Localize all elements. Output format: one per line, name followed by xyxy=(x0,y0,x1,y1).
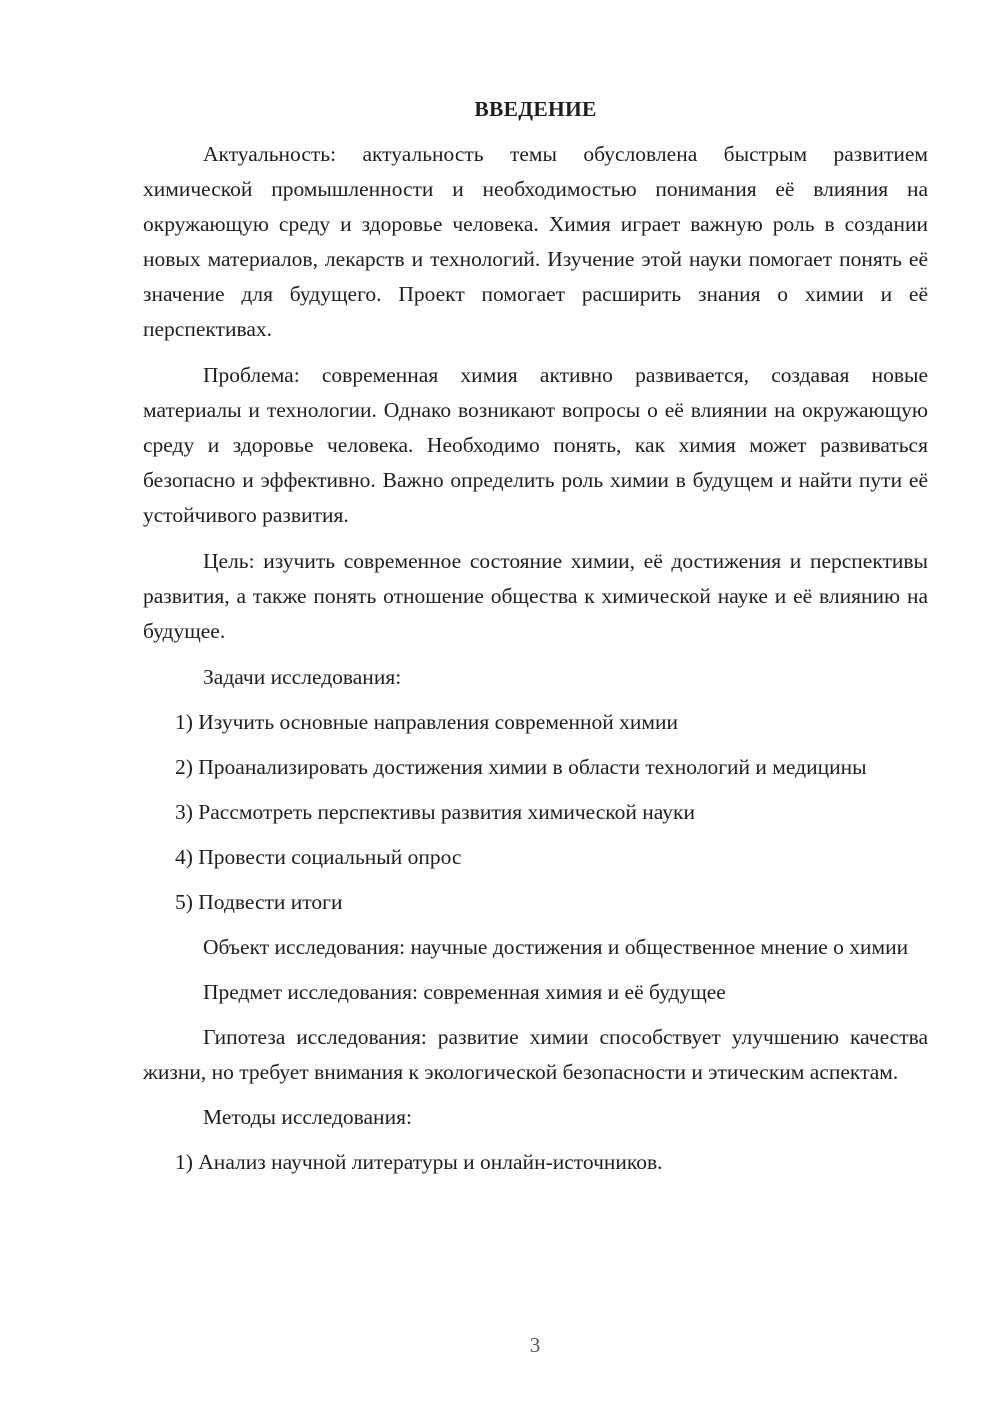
paragraph-object: Объект исследования: научные достижения и общественное мнение о химии xyxy=(203,935,909,959)
methods-heading: Методы исследования: xyxy=(203,1105,412,1129)
paragraph-subject: Предмет исследования: современная химия и её будущее xyxy=(203,980,726,1004)
task-item-5: 5) Подвести итоги xyxy=(175,890,343,914)
paragraph-relevance: Актуальность: актуальность темы обусловлена быстрым развитием химической промышленности и необходимостью понимания её влияния на окружающую среду и здоровье человека. Химия играет важную роль в создании новых материалов, лекарств и технологий. Изучение этой науки помогает понять её значение для будущего. Проект помогает расширить знания о химии и её перспективах. xyxy=(143,142,928,341)
page-number: 3 xyxy=(529,1333,541,1357)
section-title-text: ВВЕДЕНИЕ xyxy=(474,97,597,121)
task-item-2: 2) Проанализировать достижения химии в области технологий и медицины xyxy=(175,755,867,779)
paragraph-problem: Проблема: современная химия активно развивается, создавая новые материалы и технологии. Однако возникают вопросы о её влиянии на окружающую среду и здоровье человека. Необходимо понять, как химия может развиваться безопасно и эффективно. Важно определить роль химии в будущем и найти пути её устойчивого развития. xyxy=(143,363,928,527)
paragraph-hypothesis: Гипотеза исследования: развитие химии способствует улучшению качества жизни, но требует внимания к экологической безопасности и этическим аспектам. xyxy=(143,1025,928,1084)
task-item-1: 1) Изучить основные направления современной химии xyxy=(175,710,678,734)
document-page xyxy=(143,92,928,1180)
tasks-heading: Задачи исследования: xyxy=(203,665,402,689)
paragraph-goal: Цель: изучить современное состояние химии, её достижения и перспективы развития, а также понять отношение общества к химической науке и её влиянию на будущее. xyxy=(143,549,928,643)
task-item-4: 4) Провести социальный опрос xyxy=(175,845,462,869)
section-title xyxy=(143,92,928,127)
method-item-1: 1) Анализ научной литературы и онлайн-источников. xyxy=(175,1150,663,1174)
task-item-3: 3) Рассмотреть перспективы развития химической науки xyxy=(175,800,695,824)
